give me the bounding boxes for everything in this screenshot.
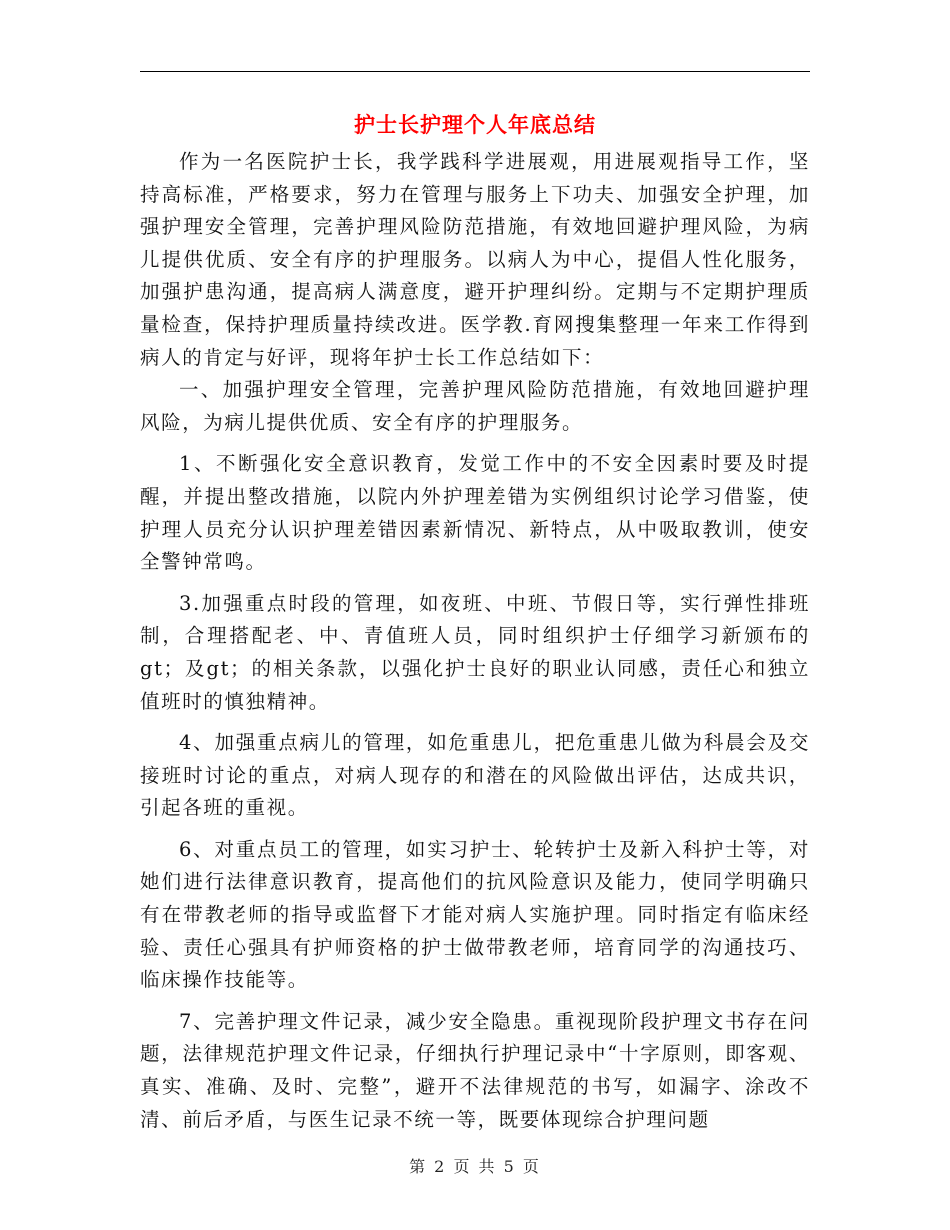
- document-title: 护士长护理个人年底总结: [354, 112, 596, 137]
- page-number-footer: 第 2 页 共 5 页: [409, 1157, 541, 1176]
- header-rule: [140, 71, 810, 72]
- paragraph-item-7: 7、完善护理文件记录，减少安全隐患。重视现阶段护理文书存在问题，法律规范护理文件记录，仔细执行护理记录中“十字原则，即客观、真实、准确、及时、完整”，避开不法律规范的书写，如漏字、涂改不清、前后矛盾，与医生记录不统一等，既要体现综合护理问题: [140, 1009, 810, 1131]
- paragraph-item-6: 6、对重点员工的管理，如实习护士、轮转护士及新入科护士等，对她们进行法律意识教育，提高他们的抗风险意识及能力，使同学明确只有在带教老师的指导或监督下才能对病人实施护理。同时指定有临床经验、责任心强具有护师资格的护士做带教老师，培育同学的沟通技巧、临床操作技能等。: [140, 837, 810, 992]
- paragraph-item-1: 1、不断强化安全意识教育，发觉工作中的不安全因素时要及时提醒，并提出整改措施，以院内外护理差错为实例组织讨论学习借鉴，使护理人员充分认识护理差错因素新情况、新特点，从中吸取教训，使安全警钟常鸣。: [140, 452, 810, 574]
- paragraph-section-1: 一、加强护理安全管理，完善护理风险防范措施，有效地回避护理风险，为病儿提供优质、安全有序的护理服务。: [140, 378, 810, 434]
- document-body: [140, 146, 810, 1136]
- paragraph-item-3: 3.加强重点时段的管理，如夜班、中班、节假日等，实行弹性排班制，合理搭配老、中、青值班人员，同时组织护士仔细学习新颁布的gt；及gt；的相关条款，以强化护士良好的职业认同感，责任心和独立值班时的慎独精神。: [140, 591, 810, 713]
- paragraph-intro: 作为一名医院护士长，我学践科学进展观，用进展观指导工作，坚持高标准，严格要求，努力在管理与服务上下功夫、加强安全护理，加强护理安全管理，完善护理风险防范措施，有效地回避护理风险，为病儿提供优质、安全有序的护理服务。以病人为中心，提倡人性化服务，加强护患沟通，提高病人满意度，避开护理纠纷。定期与不定期护理质量检查，保持护理质量持续改进。医学教.育网搜集整理一年来工作得到病人的肯定与好评，现将年护士长工作总结如下：: [140, 150, 810, 369]
- paragraph-item-4: 4、加强重点病儿的管理，如危重患儿，把危重患儿做为科晨会及交接班时讨论的重点，对病人现存的和潜在的风险做出评估，达成共识，引起各班的重视。: [140, 731, 810, 820]
